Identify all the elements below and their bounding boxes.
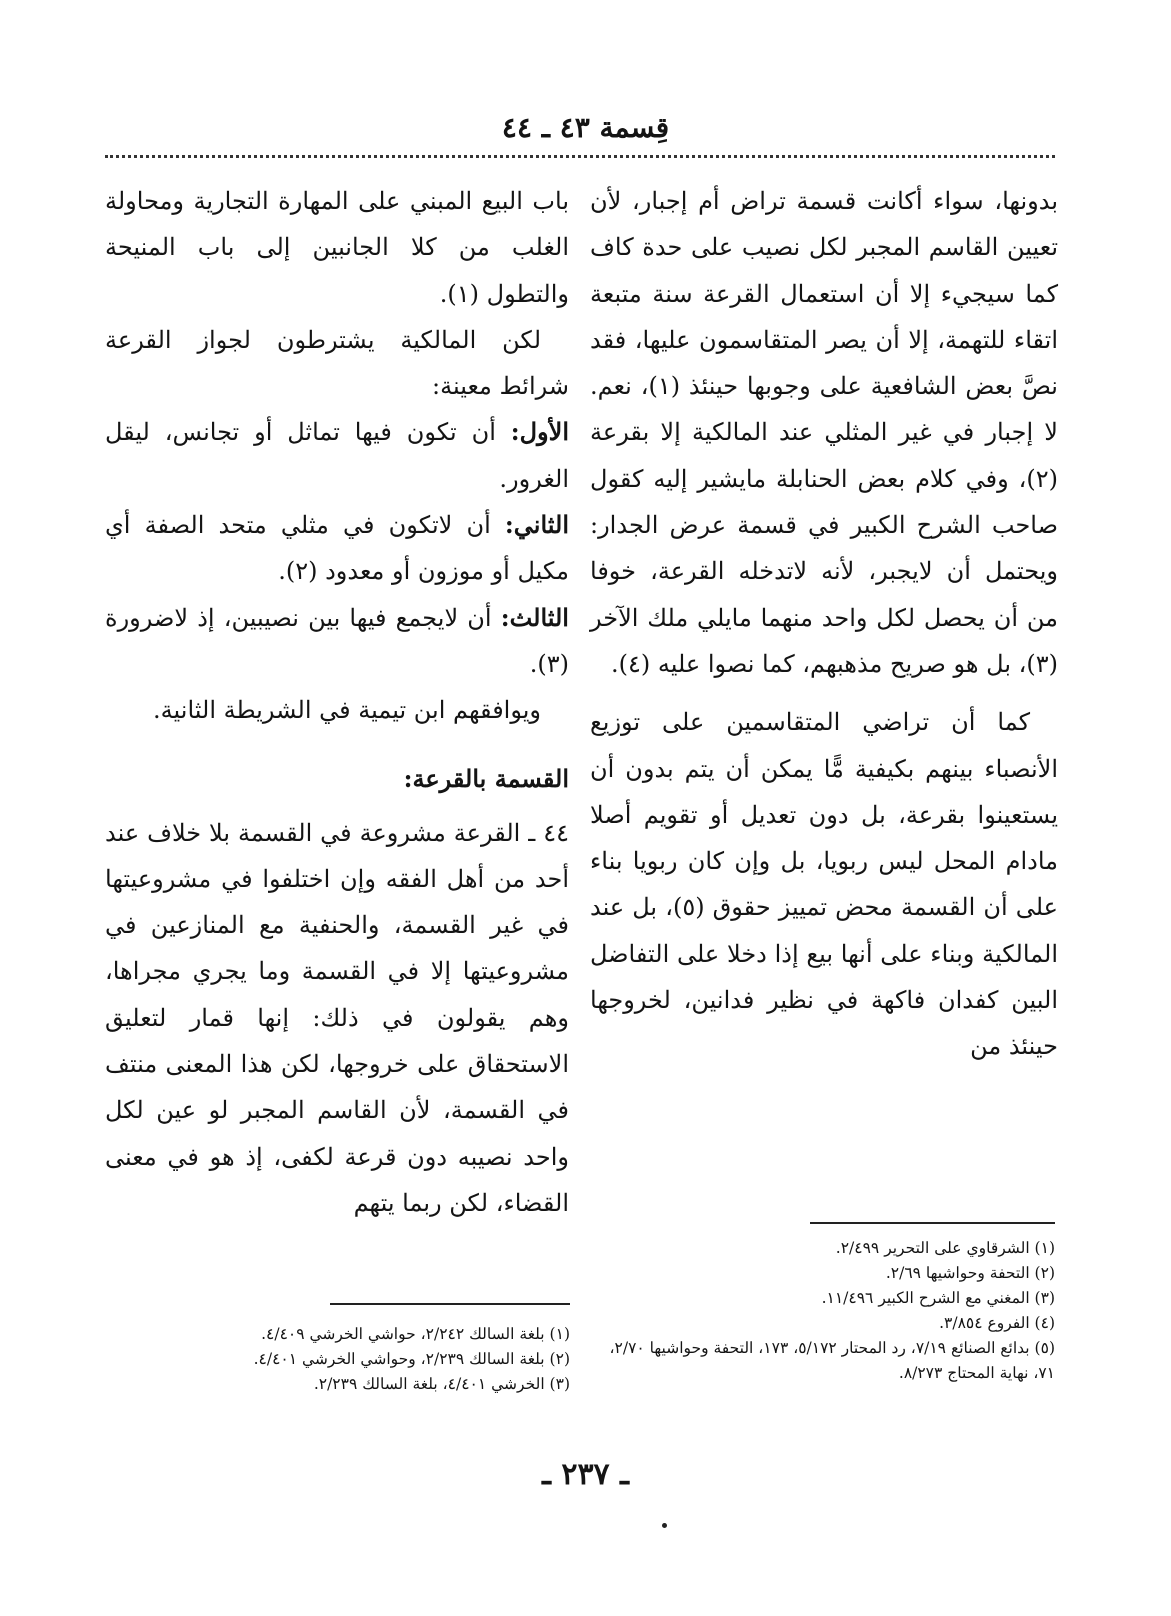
footnote-item: (٥) بدائع الصنائع ٧/١٩، رد المحتار ٥/١٧٢، ١٧٣، التحفة وحواشيها ٢/٧٠، ٧١، نهاية المحتاج ٨/٢٧٣. <box>609 1339 1055 1382</box>
right-paragraph-2: كما أن تراضي المتقاسمين على توزيع الأنصباء بينهم بكيفية مًّا يمكن أن يتم بدون أن يستعينوا بقرعة، بل دون تعديل أو تقويم أصلا مادام المحل ليس ربويا، بل وإن كان ربويا بناء على أن القسمة محض تمييز حقوق (٥)، بل عند المالكية وبناء على أنها بيع إذا دخلا على التفاضل البين كفدان فاكهة في نظير فدانين، لخروجها حينئذ من <box>590 708 1058 1061</box>
footnotes-right <box>590 1236 1055 1386</box>
condition-second-label: الثاني: <box>504 510 569 540</box>
section-heading: القسمة بالقرعة: <box>403 763 569 793</box>
condition-second <box>105 502 569 595</box>
footnote-item: (١) بلغة السالك ٢/٢٤٢، حواشي الخرشي ٤/٤٠٩. <box>261 1325 570 1343</box>
footnote-divider-right <box>810 1222 1055 1224</box>
footnote-divider-left <box>330 1303 570 1305</box>
footnote-item: (٢) بلغة السالك ٢/٢٣٩، وحواشي الخرشي ٤/٤٠١. <box>253 1350 570 1368</box>
condition-first-label: الأول: <box>510 417 569 447</box>
condition-third-label: الثالث: <box>500 602 569 632</box>
left-column <box>105 178 569 1226</box>
condition-third-text: أن لايجمع فيها بين نصيبين، إذ لاضرورة (٣). <box>105 603 569 678</box>
header-divider <box>105 155 1055 158</box>
footnote-item: (٣) المغني مع الشرح الكبير ١١/٤٩٦. <box>821 1289 1055 1307</box>
footnote-item: (١) الشرقاوي على التحرير ٢/٤٩٩. <box>835 1239 1055 1257</box>
footnote-item: (٢) التحفة وحواشيها ٢/٦٩. <box>885 1264 1055 1282</box>
section-paragraph: ٤٤ ـ القرعة مشروعة في القسمة بلا خلاف عند أحد من أهل الفقه وإن اختلفوا في مشروعيتها في غير القسمة، والحنفية مع المنازعين في مشروعيتها إلا في القسمة وما يجري مجراها، وهم يقولون في ذلك: إنها قمار لتعليق الاستحقاق على خروجها، لكن هذا المعنى منتف في القسمة، لأن القاسم المجبر لو عين لكل واحد نصيبه دون قرعة لكفى، إذ هو في معنى القضاء، لكن ربما يتهم <box>105 818 569 1217</box>
condition-first <box>105 409 569 502</box>
page-header-title: قِسمة ٤٣ ـ ٤٤ <box>501 111 670 144</box>
footnote-item: (٣) الخرشي ٤/٤٠١، بلغة السالك ٢/٢٣٩. <box>313 1375 570 1393</box>
footnotes-left <box>150 1322 570 1397</box>
condition-first-text: أن تكون فيها تماثل أو تجانس، ليقل الغرور. <box>105 418 569 493</box>
conditions-intro: لكن المالكية يشترطون لجواز القرعة شرائط معينة: <box>105 325 569 401</box>
scan-dot-mark <box>662 1523 667 1528</box>
condition-second-text: أن لاتكون في مثلي متحد الصفة أي مكيل أو موزون أو معدود (٢). <box>105 511 569 586</box>
ibn-taymiyya-note: ويوافقهم ابن تيمية في الشريطة الثانية. <box>153 696 541 725</box>
right-column <box>590 178 1058 1070</box>
footnote-item: (٤) الفروع ٣/٨٥٤. <box>939 1314 1055 1332</box>
left-intro-paragraph: باب البيع المبني على المهارة التجارية ومحاولة الغلب من كلا الجانبين إلى باب المنيحة والتطول (١). <box>105 187 569 308</box>
right-paragraph-1: بدونها، سواء أكانت قسمة تراض أم إجبار، لأن تعيين القاسم المجبر لكل نصيب على حدة كاف كما سيجيء إلا أن استعمال القرعة سنة متبعة اتقاء للتهمة، إلا أن يصر المتقاسمون عليها، فقد نصَّ بعض الشافعية على وجوبها حينئذ (١)، نعم. لا إجبار في غير المثلي عند المالكية إلا بقرعة (٢)، وفي كلام بعض الحنابلة مايشير إليه كقول صاحب الشرح الكبير في قسمة عرض الجدار: ويحتمل أن لايجبر، لأنه لاتدخله القرعة، خوفا من أن يحصل لكل واحد منهما مايلي ملك الآخر (٣)، بل هو صريح مذهبهم، كما نصوا عليه (٤). <box>590 187 1058 678</box>
condition-third <box>105 595 569 688</box>
page-number: ـ ٢٣٧ ـ <box>542 1457 629 1492</box>
